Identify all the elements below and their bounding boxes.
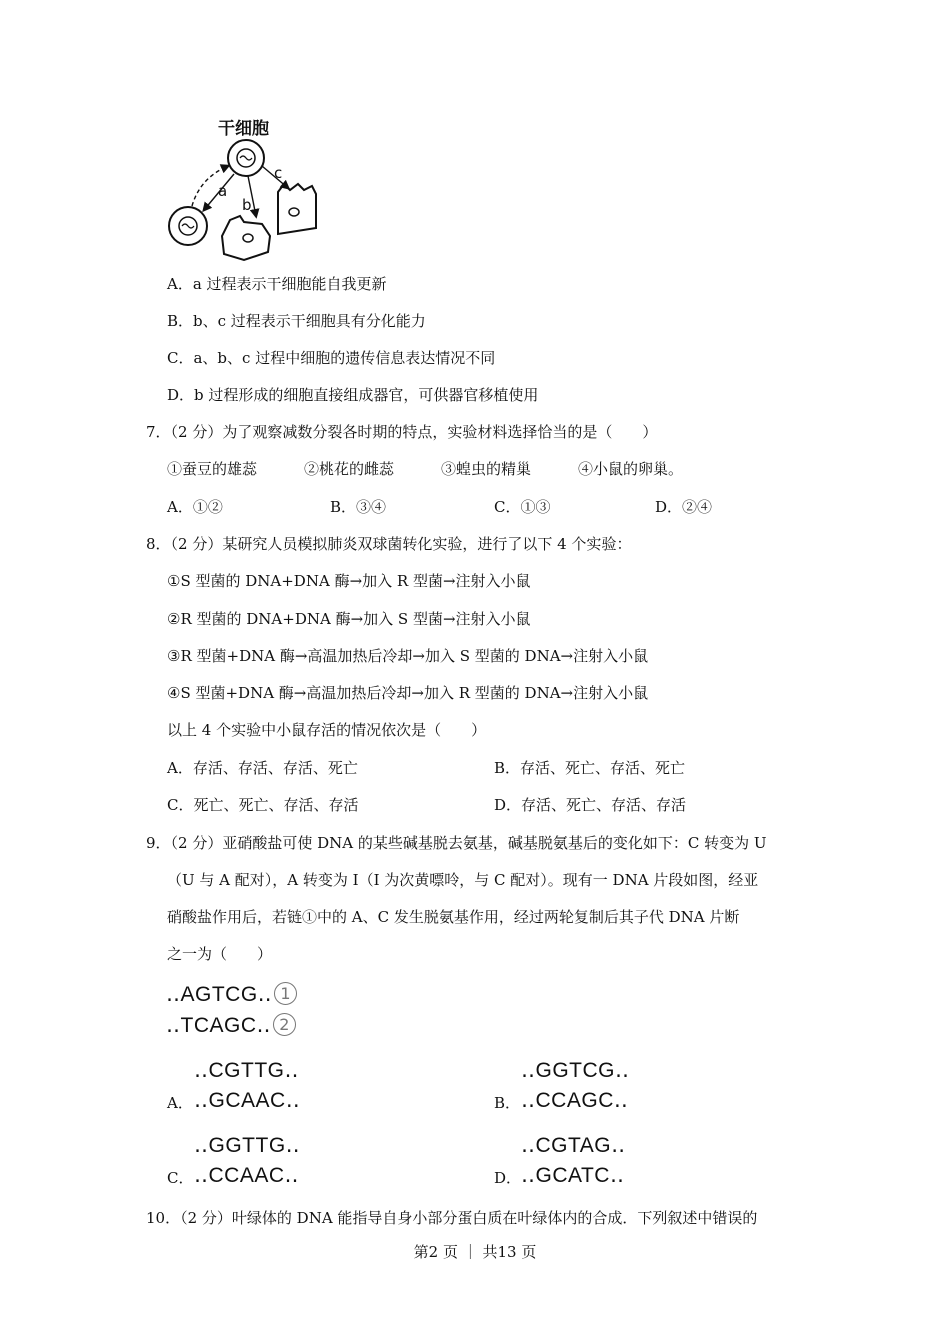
q6-option-a: A．a 过程表示干细胞能自我更新 [167,275,387,293]
q9-stem-line-2: （U 与 A 配对），A 转变为 I（I 为次黄嘌呤，与 C 配对）。现有一 DNA 片段如图，经亚 [167,871,759,889]
q8-experiment-3: ③R 型菌+DNA 酶→高温加热后冷却→加入 S 型菌的 DNA→注射入小鼠 [167,647,649,665]
strand-1-marker: 1 [274,982,297,1005]
q9-option-c-letter: C． [167,1169,194,1187]
q7-material-3: ③蝗虫的精巢 [441,460,532,478]
q8-option-c: C．死亡、死亡、存活、存活 [167,796,359,814]
q7-option-c: C．①③ [494,498,551,516]
q8-option-d: D．存活、死亡、存活、存活 [494,796,687,814]
q7-stem: 7．（2 分）为了观察减数分裂各时期的特点，实验材料选择恰当的是（ ） [146,423,658,441]
q9-option-b-bottom: ‥CCAGC‥ [521,1089,629,1112]
dna-strand-1 [166,982,297,1007]
label-b: b [242,196,252,214]
dna-strand-2-seq: ‥TCAGC‥ [166,1014,272,1037]
dna-strand-1-seq: ‥AGTCG‥ [166,983,273,1006]
q9-stem-line-4: 之一为（ ） [167,945,273,963]
q9-stem-line-3: 硝酸盐作用后，若链①中的 A、C 发生脱氨基作用，经过两轮复制后其子代 DNA 片断 [167,908,740,926]
q10-stem: 10．（2 分）叶绿体的 DNA 能指导自身小部分蛋白质在叶绿体内的合成．下列叙述中错误的 [146,1209,758,1227]
q7-option-b: B．③④ [330,498,387,516]
q7-material-2: ②桃花的雌蕊 [304,460,395,478]
q8-question: 以上 4 个实验中小鼠存活的情况依次是（ ） [167,721,487,739]
label-a: a [218,182,228,200]
q6-option-b: B．b、c 过程表示干细胞具有分化能力 [167,312,426,330]
q9-option-a-letter: A． [167,1094,193,1112]
q9-stem-line-1: 9．（2 分）亚硝酸盐可使 DNA 的某些碱基脱去氨基，碱基脱氨基后的变化如下：C 转变为 U [146,834,767,852]
strand-2-marker: 2 [273,1013,296,1036]
q9-option-c-bottom: ‥CCAAC‥ [194,1164,300,1187]
q8-stem: 8．（2 分）某研究人员模拟肺炎双球菌转化实验，进行了以下 4 个实验： [146,535,632,553]
self-renewed-cell [169,207,207,245]
q8-experiment-4: ④S 型菌+DNA 酶→高温加热后冷却→加入 R 型菌的 DNA→注射入小鼠 [167,684,649,702]
q9-option-a-top: ‥CGTTG‥ [194,1059,300,1082]
q7-material-4: ④小鼠的卵巢。 [578,460,684,478]
q9-option-c-top: ‥GGTTG‥ [194,1134,301,1157]
dna-strand-2 [166,1013,296,1038]
q9-option-b-top: ‥GGTCG‥ [521,1059,630,1082]
diagram-title: 干细胞 [218,119,269,139]
q8-experiment-2: ②R 型菌的 DNA+DNA 酶→加入 S 型菌→注射入小鼠 [167,610,531,628]
q8-option-a: A．存活、存活、存活、死亡 [167,759,358,777]
q7-material-1: ①蚕豆的雄蕊 [167,460,258,478]
q6-option-c: C．a、b、c 过程中细胞的遗传信息表达情况不同 [167,349,496,367]
q8-option-b: B．存活、死亡、存活、死亡 [494,759,686,777]
differentiated-cell-c [278,184,316,234]
q7-option-a: A．①② [167,498,223,516]
q9-option-d-top: ‥CGTAG‥ [521,1134,626,1157]
q9-option-b-letter: B． [494,1094,521,1112]
page-footer: 第2 页 ｜ 共13 页 [413,1243,537,1261]
q7-option-d: D．②④ [655,498,713,516]
stem-cell [228,140,264,176]
q9-option-d-bottom: ‥GCATC‥ [521,1164,625,1187]
q6-option-d: D．b 过程形成的细胞直接组成器官，可供器官移植使用 [167,386,539,404]
q9-option-d-letter: D． [494,1169,522,1187]
stem-cell-diagram [160,112,340,272]
label-c: c [274,164,283,182]
q8-experiment-1: ①S 型菌的 DNA+DNA 酶→加入 R 型菌→注射入小鼠 [167,572,531,590]
q9-option-a-bottom: ‥GCAAC‥ [194,1089,301,1112]
differentiated-cell-b [222,216,270,260]
